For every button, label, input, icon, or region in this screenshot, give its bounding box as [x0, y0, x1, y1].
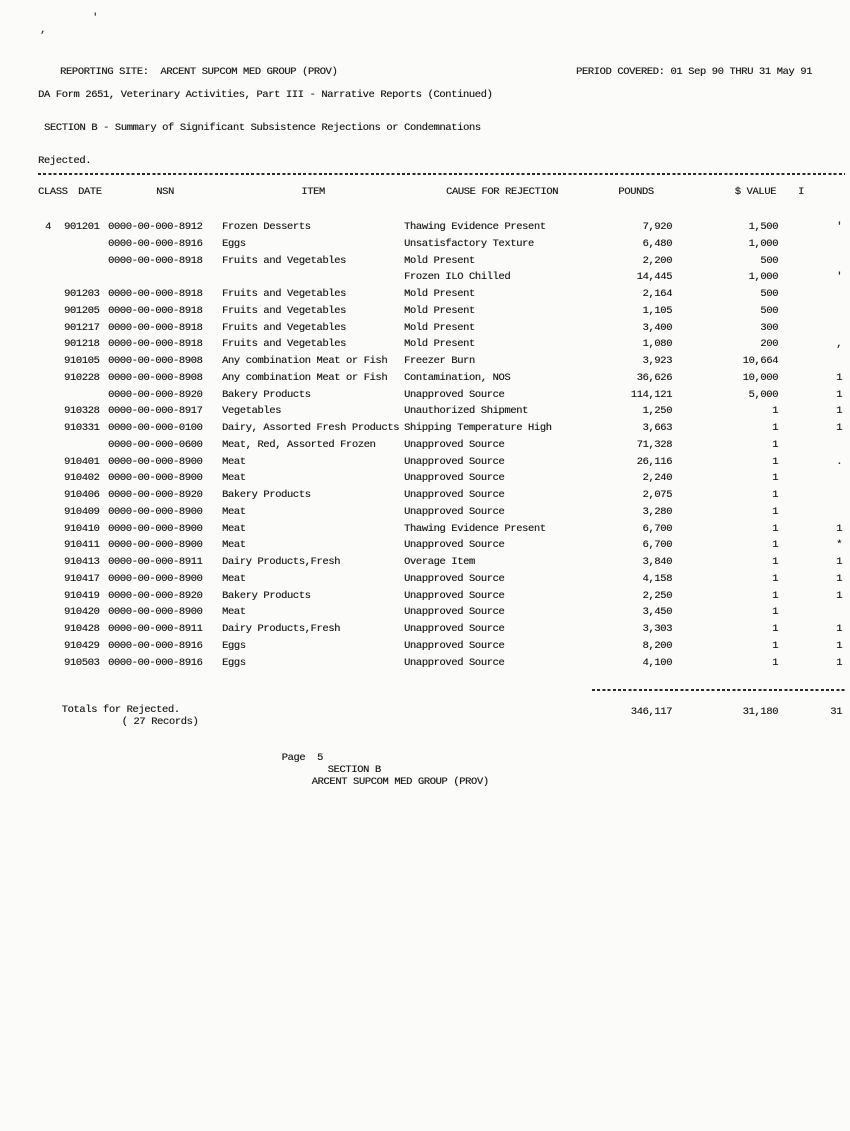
cell-i: 1 — [836, 405, 842, 418]
cell-date: 901218 — [64, 338, 100, 351]
cell-i: ' — [836, 271, 842, 284]
footer-site-label: ARCENT SUPCOM MED GROUP (PROV) — [311, 776, 489, 788]
cell-class — [38, 253, 64, 270]
table-row — [38, 336, 845, 353]
col-header-value: $ VALUE — [734, 186, 776, 198]
cell-cause: Unapproved Source — [404, 639, 505, 652]
totals-i: 31 — [830, 706, 842, 718]
cell-pounds: 2,240 — [642, 472, 672, 485]
cell-pounds: 3,280 — [642, 505, 672, 518]
cell-date: 910402 — [64, 472, 100, 485]
table-row — [38, 320, 845, 337]
cell-pounds: 8,200 — [642, 639, 672, 652]
table-row — [38, 588, 845, 605]
cell-item: Bakery Products — [222, 489, 311, 501]
cell-nsn: 0000-00-000-8900 — [108, 522, 203, 535]
cell-nsn: 0000-00-000-8918 — [108, 338, 203, 351]
cell-date — [64, 236, 108, 253]
cell-nsn: 0000-00-000-8918 — [108, 254, 203, 267]
cell-class — [38, 470, 64, 487]
cell-i: 1 — [836, 639, 842, 652]
cell-item: Fruits and Vegetables — [222, 254, 346, 267]
cell-class — [38, 521, 64, 538]
table-row — [38, 571, 845, 588]
cell-i — [778, 253, 845, 270]
col-header-pounds: POUNDS — [618, 186, 654, 198]
cell-pounds: 36,626 — [636, 371, 672, 384]
table-row — [38, 387, 845, 404]
cell-nsn: 0000-00-000-8917 — [108, 405, 203, 418]
cell-cause: Thawing Evidence Present — [404, 221, 546, 233]
table-row — [38, 454, 845, 471]
cell-pounds: 7,920 — [642, 221, 672, 233]
cell-date — [64, 387, 108, 404]
col-header-date: DATE — [78, 186, 102, 198]
cell-i — [778, 286, 845, 303]
cell-nsn: 0000-00-000-8900 — [108, 606, 203, 619]
col-header-nsn: NSN — [156, 186, 174, 198]
table-row — [38, 269, 845, 286]
cell-cause: Overage Item — [404, 556, 475, 568]
totals-values-row — [38, 706, 845, 718]
cell-value: 1 — [772, 522, 778, 535]
cell-cause: Frozen ILO Chilled — [404, 271, 511, 284]
cell-nsn: 0000-00-000-8908 — [108, 355, 203, 367]
cell-nsn: 0000-00-000-8900 — [108, 539, 203, 552]
table-row — [38, 286, 845, 303]
cell-cause: Unauthorized Shipment — [404, 405, 528, 418]
cell-item — [222, 269, 404, 286]
totals-empty-cell — [38, 706, 64, 718]
cell-cause: Mold Present — [404, 338, 475, 351]
cell-item: Meat — [222, 606, 246, 619]
cell-nsn: 0000-00-000-8900 — [108, 472, 203, 485]
cell-class — [38, 571, 64, 588]
cell-item: Eggs — [222, 237, 246, 250]
cell-i — [778, 504, 845, 521]
cell-nsn: 0000-00-000-0100 — [108, 422, 203, 434]
cell-value: 1 — [772, 422, 778, 434]
cell-i — [778, 487, 845, 504]
form-title: DA Form 2651, Veterinary Activities, Part III - Narrative Reports (Continued) — [38, 89, 493, 101]
cell-value: 1 — [772, 589, 778, 602]
cell-item: Eggs — [222, 656, 246, 669]
cell-pounds: 3,840 — [642, 556, 672, 568]
cell-class — [38, 487, 64, 504]
cell-item: Fruits and Vegetables — [222, 288, 346, 300]
cell-nsn: 0000-00-000-8916 — [108, 237, 203, 250]
cell-date: 910420 — [64, 606, 100, 619]
cell-nsn: 0000-00-000-8920 — [108, 388, 203, 401]
cell-pounds: 3,303 — [642, 623, 672, 635]
cell-date: 910105 — [64, 355, 100, 367]
cell-pounds: 4,100 — [642, 656, 672, 669]
cell-date: 910411 — [64, 539, 100, 552]
group-label: Rejected. — [38, 155, 92, 167]
cell-i: 1 — [836, 589, 842, 602]
cell-nsn: 0000-00-000-8916 — [108, 639, 203, 652]
cell-value: 1 — [772, 656, 778, 669]
cell-value: 5,000 — [748, 388, 778, 401]
cell-class — [38, 437, 64, 454]
cell-date: 910228 — [64, 371, 100, 384]
cell-pounds: 1,105 — [642, 304, 672, 317]
cell-date: 901203 — [64, 288, 100, 300]
cell-value: 1 — [772, 405, 778, 418]
cell-date: 910401 — [64, 455, 100, 468]
cell-date: 910328 — [64, 405, 100, 418]
cell-pounds: 4,158 — [642, 572, 672, 585]
totals-record-count: ( 27 Records) — [121, 716, 199, 728]
cell-i: 1 — [836, 572, 842, 585]
cell-cause: Unapproved Source — [404, 489, 505, 501]
stray-mark: , — [40, 24, 46, 36]
cell-pounds: 3,663 — [642, 422, 672, 434]
cell-class — [38, 537, 64, 554]
cell-cause: Unapproved Source — [404, 606, 505, 619]
table-row — [38, 370, 845, 387]
divider-rule — [38, 173, 845, 175]
cell-cause: Unapproved Source — [404, 656, 505, 669]
cell-value: 10,000 — [742, 371, 778, 384]
cell-nsn: 0000-00-000-8911 — [108, 623, 203, 635]
cell-nsn: 0000-00-000-8912 — [108, 221, 203, 233]
cell-date: 910406 — [64, 489, 100, 501]
cell-date: 910419 — [64, 589, 100, 602]
cell-pounds: 6,700 — [642, 522, 672, 535]
table-row — [38, 403, 845, 420]
cell-item: Dairy, Assorted Fresh Products — [222, 422, 400, 434]
table-row — [38, 353, 845, 370]
cell-pounds: 71,328 — [636, 438, 672, 451]
cell-class — [38, 604, 64, 621]
cell-i: 1 — [836, 623, 842, 635]
cell-cause: Contamination, NOS — [404, 371, 511, 384]
cell-nsn: 0000-00-000-8920 — [108, 589, 203, 602]
cell-class — [38, 353, 64, 370]
cell-cause: Mold Present — [404, 304, 475, 317]
cell-i: , — [836, 338, 842, 351]
cell-class — [38, 320, 64, 337]
cell-cause: Unapproved Source — [404, 572, 505, 585]
totals-divider-rule — [592, 689, 845, 691]
cell-nsn: 0000-00-000-8918 — [108, 304, 203, 317]
cell-item: Dairy Products,Fresh — [222, 623, 341, 635]
cell-i — [778, 604, 845, 621]
totals-empty-cell — [64, 706, 108, 718]
cell-item: Dairy Products,Fresh — [222, 556, 341, 568]
totals-empty-cell — [404, 706, 572, 718]
cell-date: 910331 — [64, 422, 100, 434]
cell-i: * — [836, 539, 842, 552]
cell-date: 910503 — [64, 656, 100, 669]
cell-date: 901205 — [64, 304, 100, 317]
cell-i: 1 — [836, 556, 842, 568]
cell-i: 1 — [836, 422, 842, 434]
cell-i: 1 — [836, 371, 842, 384]
cell-pounds: 2,250 — [642, 589, 672, 602]
cell-value: 1 — [772, 472, 778, 485]
cell-class — [38, 588, 64, 605]
cell-item: Any combination Meat or Fish — [222, 371, 388, 384]
table-row — [38, 521, 845, 538]
totals-empty-cell — [222, 706, 404, 718]
col-header-i: I — [798, 186, 804, 198]
cell-date — [64, 269, 108, 286]
table-row — [38, 655, 845, 672]
cell-item: Meat — [222, 455, 246, 468]
cell-value: 1,000 — [748, 237, 778, 250]
cell-class — [38, 504, 64, 521]
cell-class — [38, 303, 64, 320]
cell-nsn: 0000-00-000-8918 — [108, 288, 203, 300]
cell-date: 910413 — [64, 556, 100, 568]
cell-nsn: 0000-00-000-8916 — [108, 656, 203, 669]
cell-value: 1 — [772, 455, 778, 468]
cell-i: 1 — [836, 522, 842, 535]
cell-value: 500 — [760, 304, 778, 317]
cell-item: Meat — [222, 472, 246, 485]
cell-class — [38, 387, 64, 404]
cell-date: 910410 — [64, 522, 100, 535]
period-covered-label: PERIOD COVERED: 01 Sep 90 THRU 31 May 91 — [575, 66, 812, 78]
cell-class — [38, 336, 64, 353]
cell-i — [778, 353, 845, 370]
cell-pounds: 6,480 — [642, 237, 672, 250]
cell-class — [38, 621, 64, 638]
cell-cause: Unapproved Source — [404, 472, 505, 485]
table-row — [38, 554, 845, 571]
cell-value: 300 — [760, 321, 778, 334]
cell-pounds: 3,400 — [642, 321, 672, 334]
totals-value: 31,180 — [742, 706, 778, 718]
cell-nsn: 0000-00-000-8908 — [108, 371, 203, 384]
cell-item: Fruits and Vegetables — [222, 304, 346, 317]
cell-cause: Unapproved Source — [404, 589, 505, 602]
cell-class — [38, 236, 64, 253]
cell-pounds: 3,923 — [642, 355, 672, 367]
totals-label: Totals for Rejected. — [61, 704, 180, 716]
cell-date: 910429 — [64, 639, 100, 652]
cell-date — [64, 253, 108, 270]
cell-cause: Mold Present — [404, 288, 475, 300]
cell-cause: Unsatisfactory Texture — [404, 237, 534, 250]
cell-pounds: 114,121 — [630, 388, 672, 401]
table-row — [38, 303, 845, 320]
table-row — [38, 236, 845, 253]
table-row — [38, 470, 845, 487]
cell-date: 901201 — [64, 221, 100, 233]
cell-value: 200 — [760, 338, 778, 351]
table-header-row — [38, 186, 845, 198]
cell-date: 910428 — [64, 623, 100, 635]
cell-item: Bakery Products — [222, 388, 311, 401]
table-row — [38, 604, 845, 621]
cell-item: Fruits and Vegetables — [222, 338, 346, 351]
cell-value: 1 — [772, 539, 778, 552]
footer-section-label: SECTION B — [327, 764, 381, 776]
cell-nsn: 0000-00-000-0600 — [108, 438, 203, 451]
report-header-line — [38, 66, 812, 78]
cell-value: 1 — [772, 606, 778, 619]
cell-item: Eggs — [222, 639, 246, 652]
section-title: SECTION B - Summary of Significant Subsistence Rejections or Condemnations — [44, 122, 481, 134]
cell-value: 1 — [772, 438, 778, 451]
cell-i: 1 — [836, 388, 842, 401]
cell-class — [38, 454, 64, 471]
cell-value: 1 — [772, 572, 778, 585]
cell-value: 1,000 — [748, 271, 778, 284]
totals-empty-cell — [108, 706, 222, 718]
cell-cause: Mold Present — [404, 321, 475, 334]
table-row — [38, 504, 845, 521]
table-row — [38, 487, 845, 504]
cell-pounds: 2,164 — [642, 288, 672, 300]
cell-class — [38, 655, 64, 672]
cell-class — [38, 370, 64, 387]
cell-cause: Unapproved Source — [404, 455, 505, 468]
cell-value: 500 — [760, 288, 778, 300]
cell-cause: Thawing Evidence Present — [404, 522, 546, 535]
cell-value: 1 — [772, 639, 778, 652]
cell-cause: Freezer Burn — [404, 355, 475, 367]
cell-i — [778, 437, 845, 454]
cell-i: ' — [836, 221, 842, 233]
cell-i: . — [836, 455, 842, 468]
cell-item: Any combination Meat or Fish — [222, 355, 388, 367]
cell-nsn — [108, 269, 222, 286]
cell-pounds: 2,075 — [642, 489, 672, 501]
cell-cause: Unapproved Source — [404, 505, 505, 518]
cell-item: Frozen Desserts — [222, 221, 311, 233]
cell-class — [38, 554, 64, 571]
cell-class — [38, 638, 64, 655]
cell-class: 4 — [45, 221, 51, 233]
col-header-cause: CAUSE FOR REJECTION — [445, 186, 559, 198]
cell-pounds: 6,700 — [642, 539, 672, 552]
cell-item: Meat — [222, 539, 246, 552]
cell-pounds: 26,116 — [636, 455, 672, 468]
table-row — [38, 437, 845, 454]
cell-class — [38, 286, 64, 303]
cell-item: Meat — [222, 505, 246, 518]
cell-class — [38, 403, 64, 420]
table-row — [38, 537, 845, 554]
reporting-site-label: REPORTING SITE: ARCENT SUPCOM MED GROUP (PROV) — [60, 66, 338, 78]
cell-date: 910417 — [64, 572, 100, 585]
cell-item: Vegetables — [222, 405, 282, 418]
col-header-class: CLASS — [38, 186, 68, 198]
cell-value: 500 — [760, 254, 778, 267]
cell-pounds: 3,450 — [642, 606, 672, 619]
cell-pounds: 14,445 — [636, 271, 672, 284]
cell-cause: Shipping Temperature High — [404, 422, 552, 434]
cell-nsn: 0000-00-000-8900 — [108, 505, 203, 518]
cell-cause: Unapproved Source — [404, 623, 505, 635]
cell-cause: Unapproved Source — [404, 539, 505, 552]
page-footer — [258, 740, 489, 800]
cell-value: 1 — [772, 505, 778, 518]
cell-value: 1 — [772, 556, 778, 568]
page-number-label: Page 5 — [281, 752, 323, 764]
table-body — [38, 219, 845, 671]
cell-value: 1 — [772, 623, 778, 635]
table-row — [38, 621, 845, 638]
cell-pounds: 2,200 — [642, 254, 672, 267]
cell-value: 10,664 — [742, 355, 778, 367]
cell-item: Bakery Products — [222, 589, 311, 602]
cell-cause: Unapproved Source — [404, 438, 505, 451]
stray-mark: ' — [92, 12, 98, 24]
table-row — [38, 219, 845, 236]
cell-nsn: 0000-00-000-8911 — [108, 556, 203, 568]
col-header-item: ITEM — [301, 186, 325, 198]
cell-cause: Unapproved Source — [404, 388, 505, 401]
cell-cause: Mold Present — [404, 254, 475, 267]
cell-i — [778, 303, 845, 320]
table-row — [38, 253, 845, 270]
cell-date: 901217 — [64, 321, 100, 334]
cell-date: 910409 — [64, 505, 100, 518]
cell-i — [778, 320, 845, 337]
cell-i — [778, 236, 845, 253]
cell-i: 1 — [836, 656, 842, 669]
cell-pounds: 1,080 — [642, 338, 672, 351]
cell-class — [38, 420, 64, 437]
table-row — [38, 420, 845, 437]
cell-i — [778, 470, 845, 487]
cell-nsn: 0000-00-000-8920 — [108, 489, 203, 501]
cell-pounds: 1,250 — [642, 405, 672, 418]
cell-nsn: 0000-00-000-8900 — [108, 572, 203, 585]
cell-nsn: 0000-00-000-8918 — [108, 321, 203, 334]
cell-item: Meat, Red, Assorted Frozen — [222, 438, 376, 451]
cell-value: 1,500 — [748, 221, 778, 233]
cell-date — [64, 437, 108, 454]
cell-item: Meat — [222, 572, 246, 585]
cell-item: Meat — [222, 522, 246, 535]
cell-nsn: 0000-00-000-8900 — [108, 455, 203, 468]
cell-value: 1 — [772, 489, 778, 501]
cell-class — [38, 269, 64, 286]
totals-pounds: 346,117 — [630, 706, 672, 718]
cell-item: Fruits and Vegetables — [222, 321, 346, 334]
table-row — [38, 638, 845, 655]
